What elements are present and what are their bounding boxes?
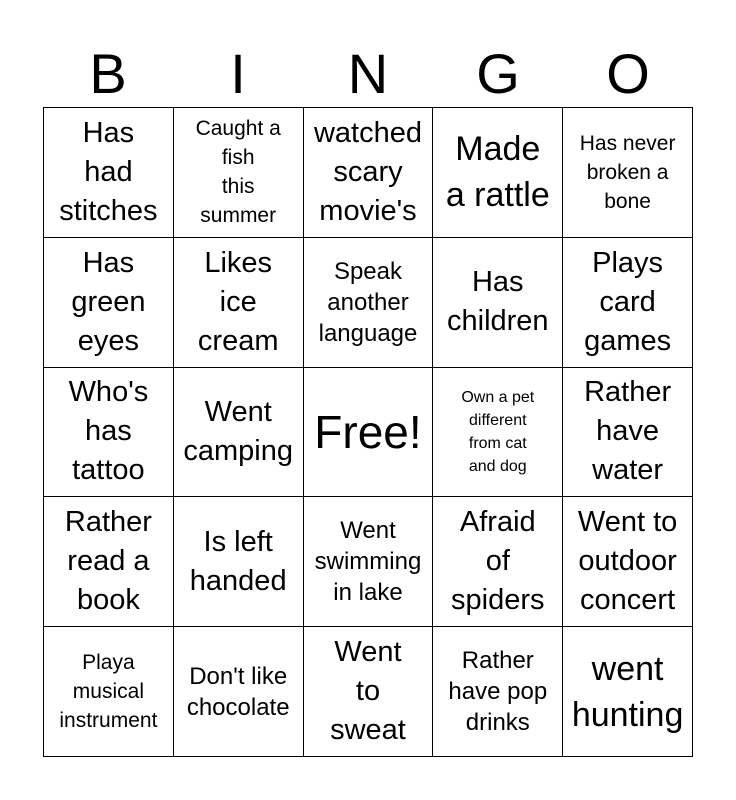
bingo-header <box>43 40 693 108</box>
bingo-cell[interactable]: Went to outdoor concert <box>563 497 693 627</box>
bingo-cell[interactable]: Own a pet different from cat and dog <box>433 368 563 498</box>
bingo-cell[interactable]: Made a rattle <box>433 108 563 238</box>
header-letter-n: N <box>347 42 389 105</box>
bingo-cell[interactable]: went hunting <box>563 627 693 757</box>
bingo-cell[interactable]: Who's has tattoo <box>44 368 174 498</box>
bingo-cell[interactable]: Rather read a book <box>44 497 174 627</box>
header-letter-g: G <box>476 42 520 105</box>
bingo-cell[interactable]: Has never broken a bone <box>563 108 693 238</box>
bingo-cell[interactable]: Has green eyes <box>44 238 174 368</box>
bingo-cell[interactable]: Likes ice cream <box>174 238 304 368</box>
header-letter-i: I <box>230 42 246 105</box>
header-letter-b: B <box>89 42 127 105</box>
bingo-cell[interactable]: Went to sweat <box>304 627 434 757</box>
bingo-cell[interactable]: Playa musical instrument <box>44 627 174 757</box>
bingo-cell[interactable]: Don't like chocolate <box>174 627 304 757</box>
bingo-cell[interactable]: Plays card games <box>563 238 693 368</box>
bingo-cell[interactable]: Rather have pop drinks <box>433 627 563 757</box>
bingo-cell[interactable]: Has children <box>433 238 563 368</box>
bingo-cell[interactable]: Afraid of spiders <box>433 497 563 627</box>
bingo-cell[interactable]: Speak another language <box>304 238 434 368</box>
bingo-cell[interactable]: Is left handed <box>174 497 304 627</box>
bingo-cell[interactable]: Caught a fish this summer <box>174 108 304 238</box>
bingo-cell[interactable]: watched scary movie's <box>304 108 434 238</box>
bingo-cell[interactable]: Has had stitches <box>44 108 174 238</box>
header-letter-o: O <box>606 42 650 105</box>
bingo-cell[interactable]: Went camping <box>174 368 304 498</box>
bingo-card <box>43 107 693 757</box>
bingo-cell[interactable]: Rather have water <box>563 368 693 498</box>
bingo-cell[interactable]: Went swimming in lake <box>304 497 434 627</box>
free-space-cell[interactable]: Free! <box>304 368 434 498</box>
